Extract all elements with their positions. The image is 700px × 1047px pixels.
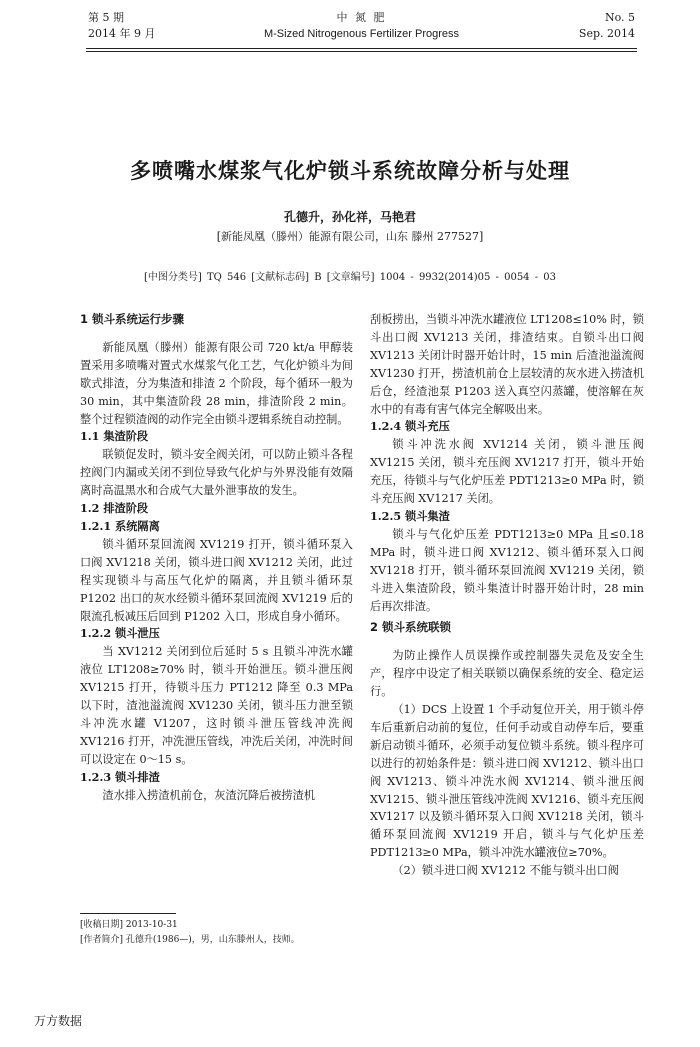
header-rule-bottom — [86, 51, 637, 52]
issue-date-en: Sep. 2014 — [578, 27, 635, 40]
paragraph: 为防止操作人员误操作或控制器失灵危及安全生产，程序中设定了相关联锁以确保系统的安全、稳定运行。 — [370, 649, 644, 699]
footnote-author-bio: [作者简介] 孔德升(1986—)，男，山东滕州人，技师。 — [80, 935, 300, 945]
footnote-rule — [80, 913, 176, 914]
watermark: 万方数据 — [34, 1014, 83, 1028]
paragraph: 锁斗与气化炉压差 PDT1213≥0 MPa 且≤0.18 MPa 时，锁斗进口阀 XV1212、锁斗循环泵入口阀 XV1218 打开，锁斗循环泵回流阀 XV1219 关闭，锁斗进入集渣阶段，锁斗集渣计时器开始计时，28 min 后再次排渣。 — [370, 527, 644, 613]
spacer — [80, 329, 353, 339]
subsection-heading: 1.2.3 锁斗排渣 — [80, 769, 160, 784]
issue-number-en: No. 5 — [604, 11, 635, 24]
paragraph-continued: 刮板捞出，当锁斗冲洗水罐液位 LT1208≤10% 时，锁斗出口阀 XV1213 关闭，排渣结束。自锁斗出口阀 XV1213 关闭计时器开始计时，15 min 后渣池溢流阀 XV1230 打开，捞渣机前仓上层较清的灰水进入捞渣机后仓，经渣池泵 P1203 送入真空闪蒸罐，使溶解在灰水中的有毒有害气体完全解吸出来。 — [370, 313, 644, 416]
header-rule-top — [86, 48, 637, 49]
subsection-heading: 1.2.1 系统隔离 — [80, 518, 160, 533]
journal-name-en: M-Sized Nitrogenous Fertilizer Progress — [263, 28, 459, 40]
left-column — [80, 311, 353, 804]
subsection-heading: 1.2.4 锁斗充压 — [370, 419, 450, 434]
issue-number-cn: 第 5 期 — [88, 11, 124, 24]
paragraph: （2）锁斗进口阀 XV1212 不能与锁斗出口阀 — [392, 864, 619, 878]
paragraph: 锁斗循环泵回流阀 XV1219 打开，锁斗循环泵入口阀 XV1218 关闭，锁斗进口阀 XV1212 关闭，此过程实现锁斗与高压气化炉的隔离，并且锁斗循环泵 P1202 出口的灰水经锁斗循环泵回流阀 XV1219 后的限流孔板减压后回到 P1202 入口，形成自身小循环。 — [80, 537, 353, 623]
paragraph: 渣水排入捞渣机前仓，灰渣沉降后被捞渣机 — [102, 788, 315, 802]
subsection-heading: 1.2 排渣阶段 — [80, 501, 149, 516]
article-authors: 孔德升，孙化祥，马艳君 — [283, 210, 416, 224]
paragraph: 当 XV1212 关闭到位后延时 5 s 且锁斗冲洗水罐液位 LT1208≥70% 时，锁斗开始泄压。锁斗泄压阀 XV1215 打开，待锁斗压力 PT1212 降至 0.3 MPa 以下时，渣池溢流阀 XV1230 关闭，锁斗压力泄至锁斗冲洗水罐 V1207，这时锁斗泄压管线冲洗阀 XV1216 打开，冲洗泄压管线，冲洗后关闭，冲洗时间可以设定在 0～15 s。 — [80, 645, 353, 766]
article-affiliation: [新能凤凰（滕州）能源有限公司，山东 滕州 277527] — [216, 230, 484, 243]
spacer — [370, 637, 644, 647]
journal-name-cn: 中 氮 肥 — [336, 11, 387, 24]
issue-date-cn: 2014 年 9 月 — [88, 27, 156, 40]
section-heading: 1 锁斗系统运行步骤 — [80, 312, 185, 326]
subsection-heading: 1.2.5 锁斗集渣 — [370, 508, 450, 523]
article-title: 多喷嘴水煤浆气化炉锁斗系统故障分析与处理 — [130, 159, 570, 183]
paragraph: 新能凤凰（滕州）能源有限公司 720 kt/a 甲醇装置采用多喷嘴对置式水煤浆气化工艺，气化炉锁斗为间歇式排渣，分为集渣和排渣 2 个阶段，每个循环一般为 30 min，其中集渣阶段 28 min，排渣阶段 2 min。整个过程锁渣阀的动作完全由锁斗逻辑系统自动控制。 — [80, 340, 353, 426]
section-heading: 2 锁斗系统联锁 — [370, 620, 452, 635]
running-header — [88, 10, 635, 48]
right-column — [370, 311, 644, 880]
header-right — [579, 10, 635, 42]
subsection-heading: 1.2.2 锁斗泄压 — [80, 626, 160, 641]
footnote-received: [收稿日期] 2013-10-31 — [80, 920, 178, 930]
paragraph: 锁斗冲洗水阀 XV1214 关闭，锁斗泄压阀 XV1215 关闭，锁斗充压阀 XV1217 打开，锁斗开始充压，待锁斗与气化炉压差 PDT1213≥0 MPa 时，锁斗充压阀 XV1217 关闭。 — [370, 438, 644, 506]
paragraph: （1）DCS 上设置 1 个手动复位开关，用于锁斗停车后重新启动前的复位，任何手动或自动停车后，要重新启动锁斗循环，必须手动复位锁斗系统。锁斗程序可以进行的初始条件是：锁斗进口阀 XV1212、锁斗出口阀 XV1213、锁斗冲洗水阀 XV1214、锁斗泄压阀 XV1215、锁斗泄压管线冲洗阀 XV1216、锁斗充压阀 XV1217 以及锁斗循环泵入口阀 XV1218 关闭，锁斗循环泵回流阀 XV1219 开启，锁斗与气化炉压差 PDT1213≥0 MPa，锁斗冲洗水罐液位≥70%。 — [370, 703, 644, 860]
subsection-heading: 1.1 集渣阶段 — [80, 429, 149, 444]
header-center — [88, 10, 635, 42]
paragraph: 联锁促发时，锁斗安全阀关闭，可以防止锁斗各程控阀门内漏或关闭不到位导致气化炉与外界没能有效隔离时高温黑水和合成气大量外泄事故的发生。 — [80, 448, 353, 498]
classification-line: [中图分类号] TQ 546 [文献标志码] B [文章编号] 1004 - 9932(2014)05 - 0054 - 03 — [143, 272, 557, 283]
